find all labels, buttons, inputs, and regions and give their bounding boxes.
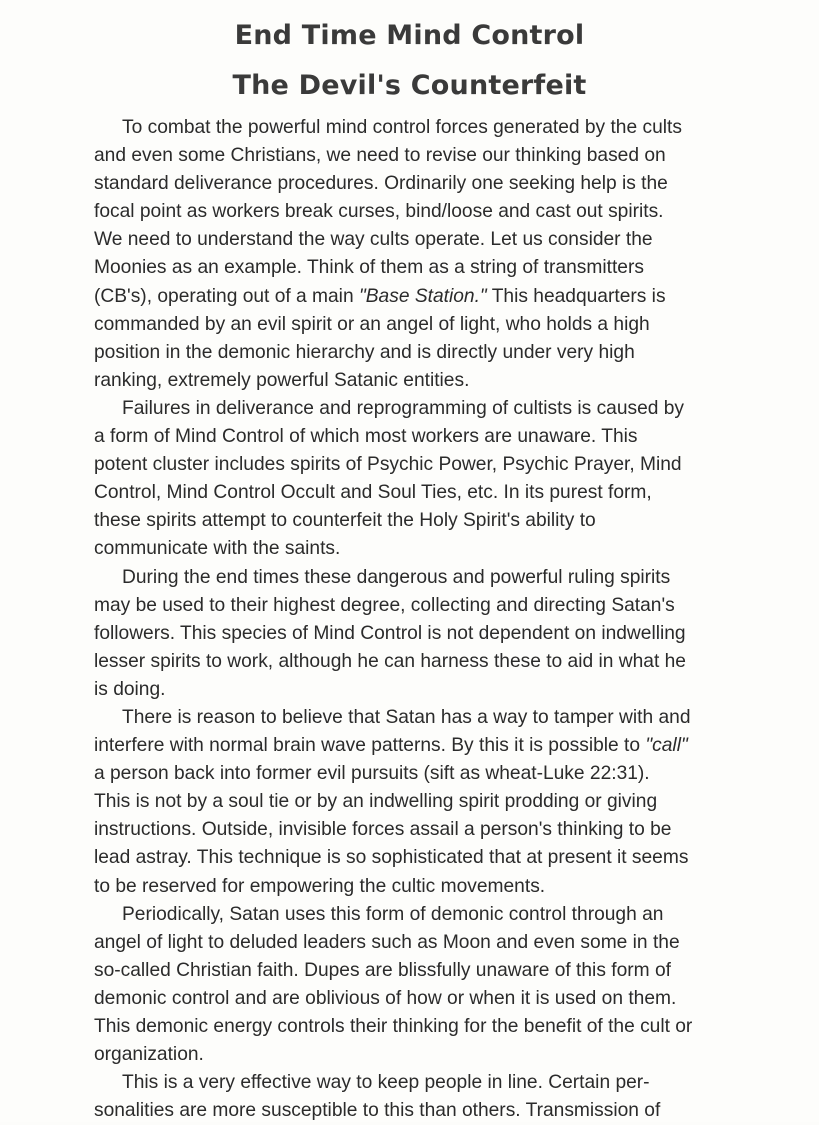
text-line [94, 844, 774, 872]
text-line [94, 648, 774, 676]
quoted-phrase: "call" [645, 735, 688, 757]
text-run: focal point as workers break curses, bind/loose and cast out spirits. [94, 201, 664, 223]
text-run: organization. [94, 1044, 204, 1066]
text-run: interfere with normal brain wave patterns. By this it is possible to [94, 735, 646, 757]
text-run: a form of Mind Control of which most workers are unaware. This [94, 426, 638, 448]
text-line [94, 873, 774, 901]
text-line [94, 564, 774, 592]
text-line [94, 592, 774, 620]
quoted-phrase: "Base Station." [358, 285, 487, 307]
title-line-2: The Devil's Counterfeit [232, 70, 587, 101]
text-line [94, 339, 774, 367]
text-run: instructions. Outside, invisible forces assail a person's thinking to be [94, 819, 672, 841]
text-run: so-called Christian faith. Dupes are blissfully unaware of this form of [94, 959, 671, 981]
text-line [94, 732, 774, 760]
text-line [94, 1013, 774, 1041]
text-run: Failures in deliverance and reprogramming of cultists is caused by [122, 397, 685, 419]
text-line [94, 395, 774, 423]
text-line [94, 816, 774, 844]
text-run: position in the demonic hierarchy and is directly under very high [94, 341, 635, 363]
text-line [94, 142, 774, 170]
text-run: This headquarters is [486, 285, 666, 307]
text-line [94, 226, 774, 254]
text-run: to be reserved for empowering the cultic movements. [94, 875, 546, 897]
body-text [94, 114, 774, 1125]
text-run: ranking, extremely powerful Satanic entities. [94, 369, 470, 391]
text-run: is doing. [94, 678, 166, 700]
text-line [94, 423, 774, 451]
text-run: This demonic energy controls their thinking for the benefit of the cult or [94, 1016, 693, 1037]
text-run: standard deliverance procedures. Ordinarily one seeking help is the [94, 173, 668, 195]
text-run: sonalities are more susceptible to this than others. Transmission of [94, 1100, 661, 1122]
text-line [94, 114, 774, 142]
text-run: demonic control and are oblivious of how or when it is used on them. [94, 987, 677, 1009]
text-run: Moonies as an example. Think of them as a string of transmitters [94, 257, 644, 279]
text-line [94, 985, 774, 1013]
text-run: This is a very effective way to keep people in line. Certain per- [122, 1072, 650, 1094]
text-run: There is reason to believe that Satan has a way to tamper with and [122, 706, 691, 728]
text-run: a person back into former evil pursuits (sift as wheat-Luke 22:31). [94, 763, 650, 785]
text-run: these spirits attempt to counterfeit the Holy Spirit's ability to [94, 510, 596, 532]
text-line [94, 1069, 774, 1097]
text-line [94, 367, 774, 395]
title-line-1: End Time Mind Control [234, 20, 585, 51]
text-run: (CB's), operating out of a main [94, 285, 359, 307]
text-run: followers. This species of Mind Control is not dependent on indwelling [94, 622, 686, 644]
text-run: communicate with the saints. [94, 538, 341, 560]
text-run: This is not by a soul tie or by an indwelling spirit prodding or giving [94, 791, 658, 813]
text-run: lead astray. This technique is so sophisticated that at present it seems [94, 847, 689, 869]
text-line [94, 1097, 774, 1125]
text-line [94, 620, 774, 648]
text-run: may be used to their highest degree, collecting and directing Satan's [94, 594, 675, 616]
text-run: During the end times these dangerous and powerful ruling spirits [122, 566, 671, 588]
text-run: Control, Mind Control Occult and Soul Ties, etc. In its purest form, [94, 482, 652, 504]
text-line [94, 170, 774, 198]
text-line [94, 535, 774, 563]
text-line [94, 479, 774, 507]
text-line [94, 929, 774, 957]
text-run: commanded by an evil spirit or an angel of light, who holds a high [94, 313, 650, 335]
text-line [94, 901, 774, 929]
text-line [94, 788, 774, 816]
text-line [94, 1041, 774, 1069]
text-line [94, 254, 774, 282]
text-line [94, 451, 774, 479]
text-line [94, 760, 774, 788]
text-run: To combat the powerful mind control forces generated by the cults [122, 117, 682, 138]
text-run: potent cluster includes spirits of Psychic Power, Psychic Prayer, Mind [94, 454, 682, 476]
text-line [94, 957, 774, 985]
text-line [94, 507, 774, 535]
text-line [94, 676, 774, 704]
text-run: Periodically, Satan uses this form of demonic control through an [122, 903, 664, 925]
text-line [94, 311, 774, 339]
text-run: lesser spirits to work, although he can harness these to aid in what he [94, 650, 686, 672]
text-line [94, 704, 774, 732]
text-line [94, 283, 774, 311]
text-run: angel of light to deluded leaders such as Moon and even some in the [94, 931, 680, 953]
text-run: We need to understand the way cults operate. Let us consider the [94, 229, 653, 251]
text-run: and even some Christians, we need to revise our thinking based on [94, 145, 666, 167]
text-line [94, 198, 774, 226]
